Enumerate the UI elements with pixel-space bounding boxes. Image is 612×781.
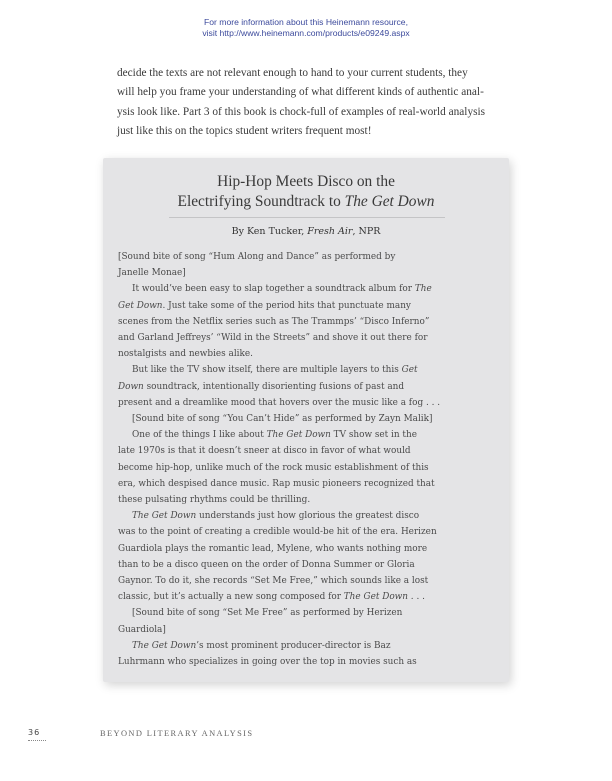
article-title: [103, 172, 509, 212]
article-body-line: [118, 557, 498, 573]
body-text: [Sound bite of song “Set Me Free” as performed by Herizen: [132, 608, 403, 619]
article-body-line: [118, 460, 498, 476]
resource-info-link[interactable]: visit http://www.heinemann.com/products/e09249.aspx: [202, 28, 410, 38]
article-body-line: [118, 654, 498, 670]
article-byline: [103, 226, 509, 237]
italic-text: The Get Down: [266, 430, 331, 441]
italic-text: Get Down: [118, 300, 163, 311]
body-text: soundtrack, intentionally disorienting fusions of past and: [143, 381, 405, 392]
body-text: Janelle Monae]: [118, 268, 186, 279]
article-body-line: [118, 362, 498, 378]
intro-line: just like this on the topics student writers frequent most!: [117, 125, 372, 138]
byline-network: , NPR: [352, 226, 381, 237]
article-body: [118, 249, 498, 670]
byline-author: By Ken Tucker,: [231, 226, 308, 237]
body-text: present and a dreamlike mood that hovers over the music like a fog . . .: [118, 397, 441, 408]
body-text: classic, but it’s actually a new song composed for: [118, 592, 344, 603]
intro-line: will help you frame your understanding of what different kinds of authentic anal-: [117, 86, 484, 99]
article-body-line: [118, 379, 498, 395]
body-text: understands just how glorious the greatest disco: [196, 511, 420, 522]
body-text: [Sound bite of song “Hum Along and Dance” as performed by: [118, 252, 396, 262]
intro-line: decide the texts are not relevant enough to hand to your current students, they: [117, 67, 468, 79]
page-number: 36: [28, 728, 41, 737]
title-divider: [169, 217, 445, 218]
body-text: than to be a disco queen on the order of Donna Summer or Gloria: [118, 559, 415, 570]
article-title-show-name: The Get Down: [344, 193, 435, 210]
article-body-line: [118, 508, 498, 524]
article-title-line-2: [103, 192, 509, 212]
italic-text: The Get Down: [132, 640, 197, 651]
resource-info-line-1: For more information about this Heinemann resource,: [204, 17, 408, 27]
article-body-line: [118, 605, 498, 621]
article-excerpt-box: [103, 158, 509, 682]
body-text: and Garland Jeffreys’ “Wild in the Streets” and shove it out there for: [118, 333, 428, 344]
body-text: . Just take some of the period hits that punctuate many: [162, 300, 411, 311]
intro-paragraph: [117, 64, 497, 142]
body-text: Guardiola plays the romantic lead, Mylene, who wants nothing more: [118, 543, 428, 554]
body-text: But like the TV show itself, there are multiple layers to this: [132, 365, 402, 376]
article-body-line: [118, 622, 498, 638]
article-body-line: [118, 330, 498, 346]
article-body-line: [118, 638, 498, 654]
article-body-line: [118, 395, 498, 411]
body-text: One of the things I like about: [132, 430, 267, 441]
article-body-line: [118, 492, 498, 508]
article-body-line: [118, 541, 498, 557]
byline-program: Fresh Air: [307, 226, 353, 237]
article-body-line: [118, 346, 498, 362]
body-text: [Sound bite of song “You Can’t Hide” as performed by Zayn Malik]: [132, 414, 433, 425]
body-text: Guardiola]: [118, 624, 166, 635]
article-title-line-1: Hip-Hop Meets Disco on the: [217, 173, 395, 190]
article-body-line: [118, 427, 498, 443]
body-text: It would’ve been easy to slap together a soundtrack album for: [132, 284, 415, 295]
italic-text: Get: [401, 365, 418, 376]
body-text: become hip-hop, unlike much of the rock music establishment of this: [118, 462, 429, 473]
article-body-line: [118, 443, 498, 459]
article-body-line: [118, 265, 498, 281]
article-body-line: [118, 524, 498, 540]
intro-line: ysis look like. Part 3 of this book is chock-full of examples of real-world analysis: [117, 105, 486, 118]
body-text: late 1970s is that it doesn’t sneer at disco in favor of what would: [118, 446, 411, 457]
body-text: TV show set in the: [330, 430, 417, 441]
article-body-line: [118, 298, 498, 314]
italic-text: Down: [118, 381, 144, 392]
resource-info-note: [0, 17, 612, 39]
running-footer-title: BEYOND LITERARY ANALYSIS: [100, 729, 254, 738]
italic-text: The: [414, 284, 432, 295]
body-text: these pulsating rhythms could be thrilling.: [118, 495, 311, 506]
article-body-line: [118, 281, 498, 297]
italic-text: The Get Down: [132, 511, 197, 522]
article-body-line: [118, 476, 498, 492]
body-text: Gaynor. To do it, she records “Set Me Free,” which sounds like a lost: [118, 576, 429, 587]
page-number-underline: [28, 740, 46, 741]
body-text: Luhrmann who specializes in going over the top in movies such as: [118, 657, 417, 668]
body-text: era, which despised dance music. Rap music pioneers recognized that: [118, 478, 435, 489]
body-text: nostalgists and newbies alike.: [118, 349, 253, 360]
article-body-line: [118, 411, 498, 427]
italic-text: The Get Down: [343, 592, 408, 603]
article-body-line: [118, 249, 498, 265]
article-title-text: Electrifying Soundtrack to: [177, 193, 345, 210]
body-text: was to the point of creating a credible would-be hit of the era. Herizen: [118, 527, 437, 538]
body-text: scenes from the Netflix series such as The Trammps’ “Disco Inferno”: [118, 316, 430, 327]
body-text: ’s most prominent producer-director is Baz: [196, 640, 391, 651]
article-body-line: [118, 573, 498, 589]
article-body-line: [118, 589, 498, 605]
body-text: . . .: [407, 592, 425, 603]
article-body-line: [118, 314, 498, 330]
